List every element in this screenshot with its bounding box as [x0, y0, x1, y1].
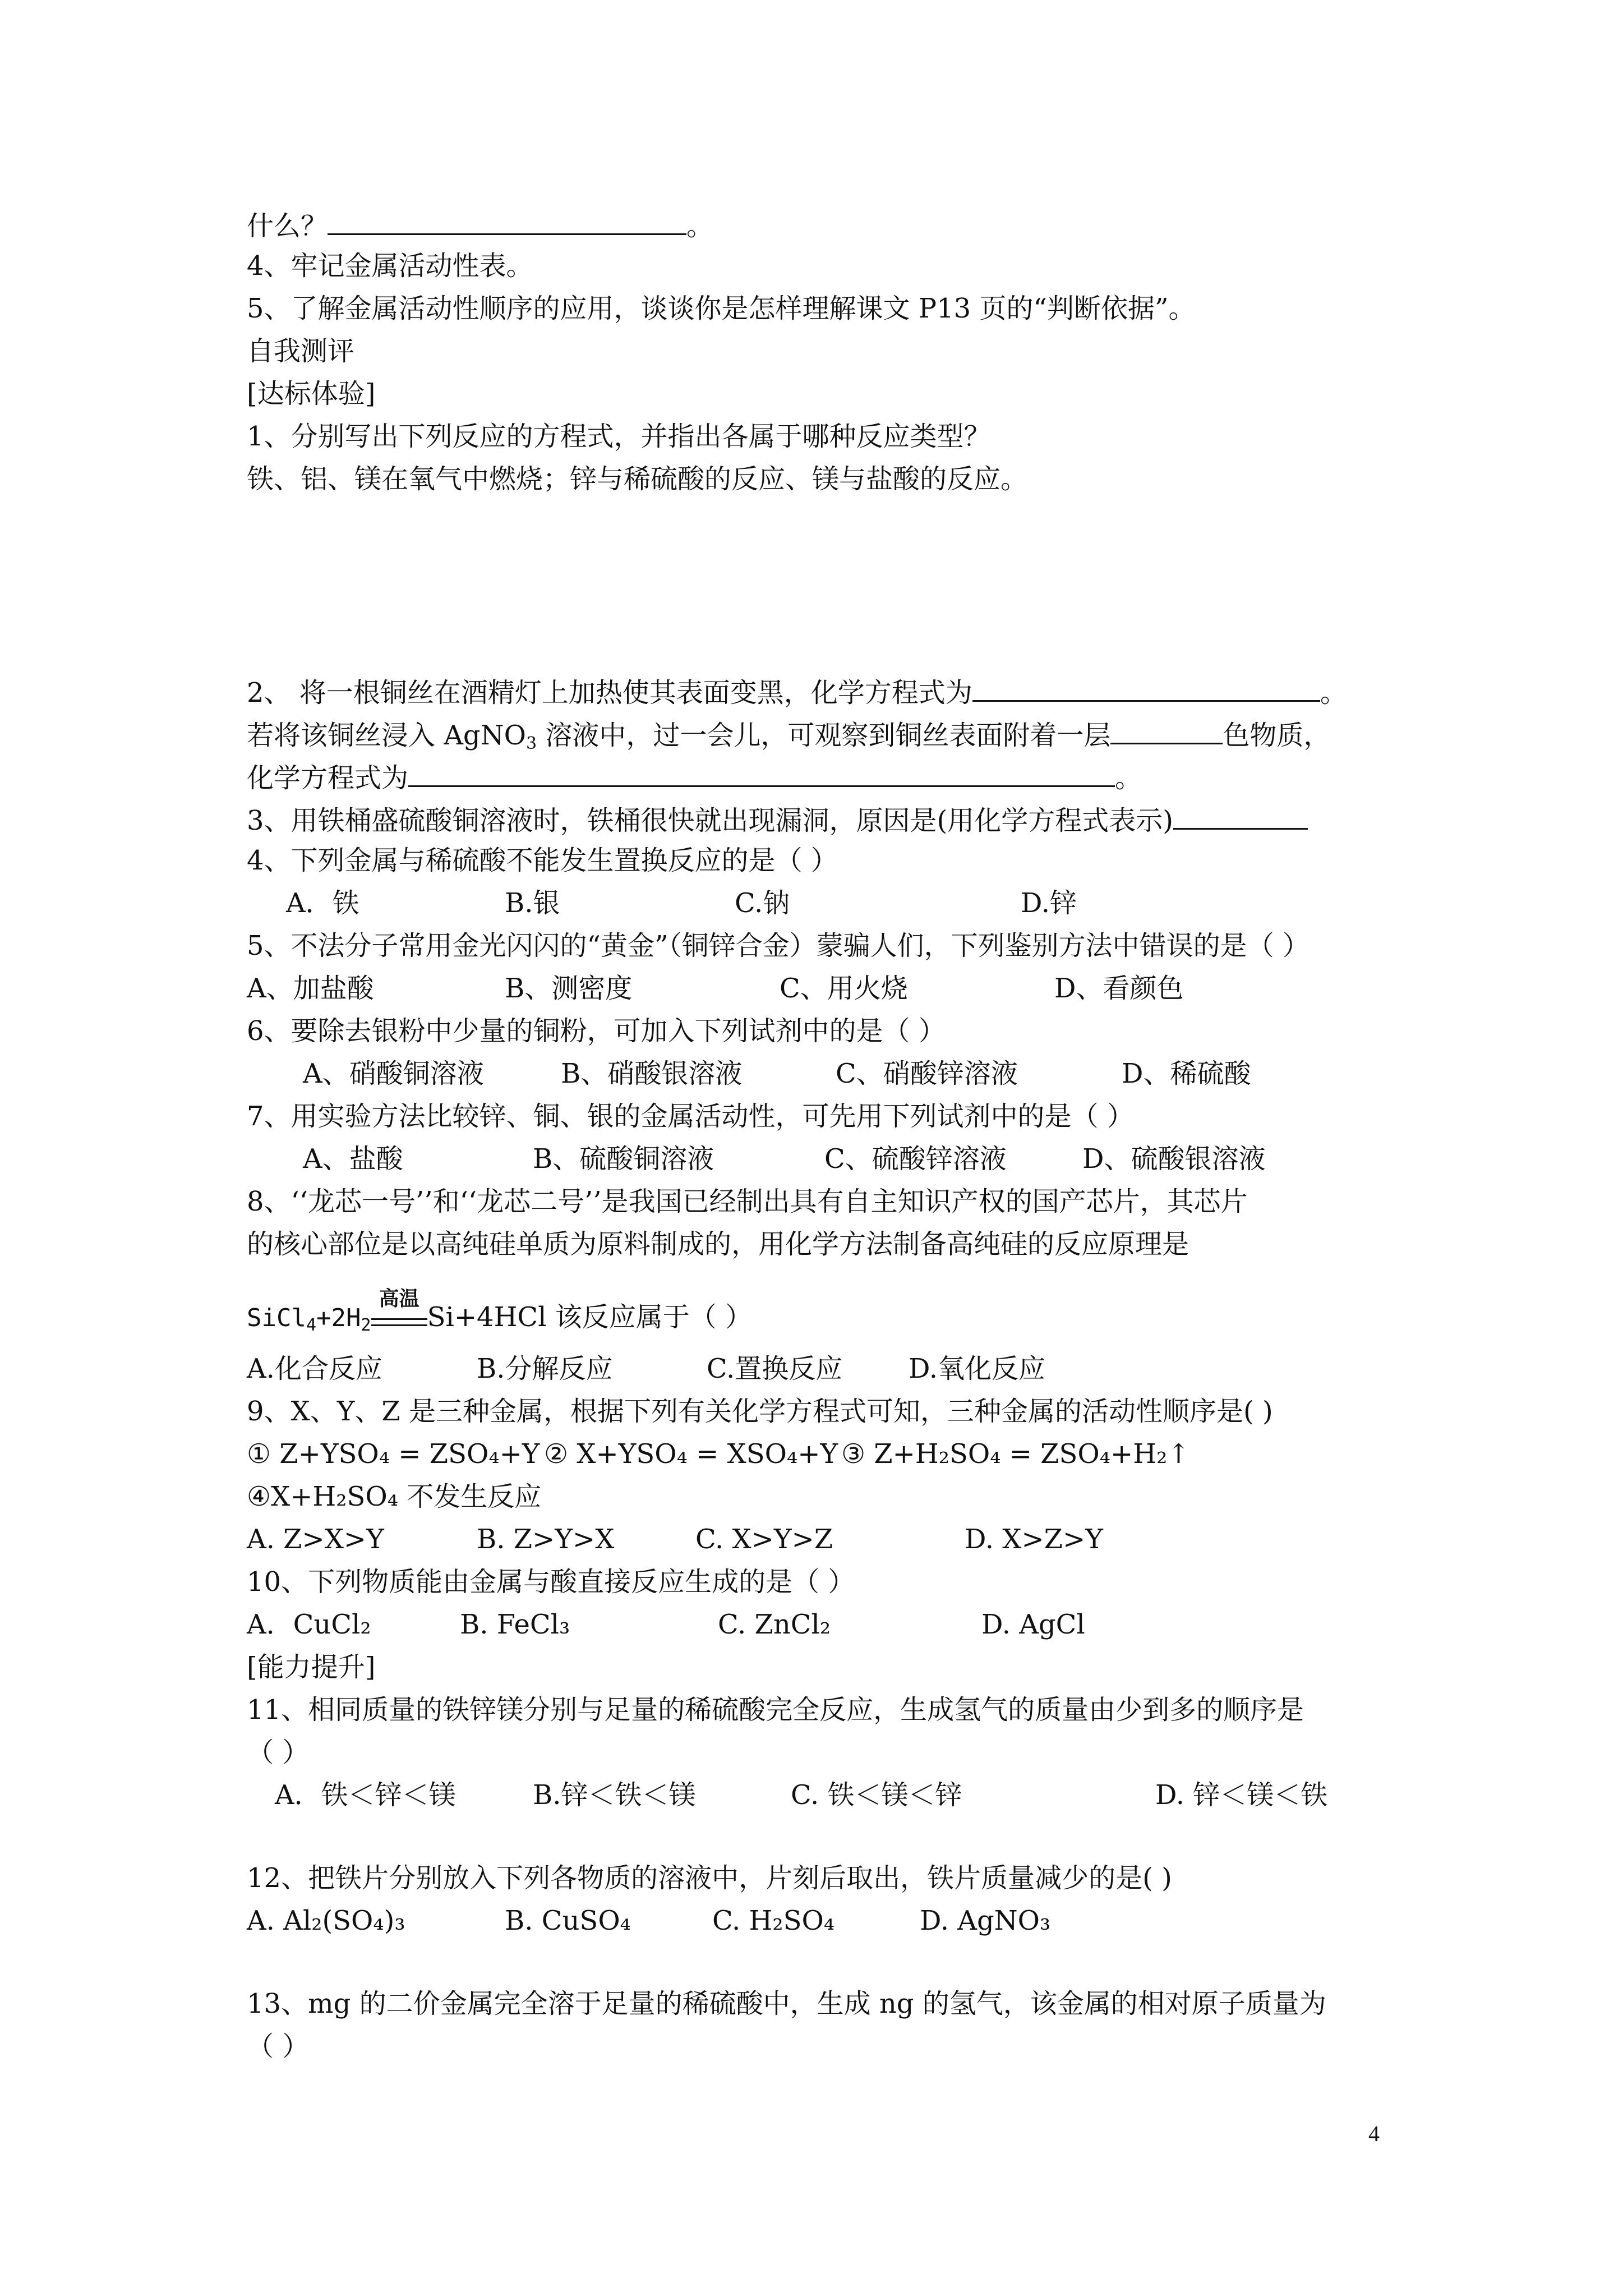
option-d[interactable]: D.锌 [1021, 887, 1077, 919]
option-d[interactable]: D. AgNO₃ [920, 1905, 1051, 1936]
intro-line-2: 4、牢记金属活动性表。 [247, 250, 533, 282]
option-b[interactable]: B. CuSO₄ [505, 1905, 631, 1936]
question-4: 4、下列金属与稀硫酸不能发生置换反应的是（ ） [247, 845, 838, 876]
option-c[interactable]: C. 铁＜镁＜锌 [791, 1779, 962, 1811]
option-d[interactable]: D、稀硫酸 [1122, 1058, 1251, 1089]
question-11-line-2: （ ） [247, 1737, 310, 1768]
question-11-line-1: 11、相同质量的铁锌镁分别与足量的稀硫酸完全反应，生成氢气的质量由少到多的顺序是 [247, 1694, 1304, 1726]
option-a[interactable]: A.化合反应 [247, 1353, 382, 1384]
option-c[interactable]: C. ZnCl₂ [718, 1609, 831, 1640]
page-number: 4 [1368, 2121, 1380, 2146]
equation-2: ② X+YSO₄ = XSO₄+Y [544, 1438, 838, 1470]
equals-sign [371, 1318, 427, 1326]
question-8-line-2: 的核心部位是以高纯硅单质为原料制成的，用化学方法制备高纯硅的反应原理是 [247, 1228, 1189, 1260]
equation-part: +2H [316, 1304, 361, 1332]
option-a[interactable]: A、加盐酸 [247, 973, 374, 1004]
option-a[interactable]: A、硝酸铜溶液 [303, 1058, 484, 1089]
reaction-condition [371, 1287, 427, 1326]
equation-3: ③ Z+H₂SO₄ = ZSO₄+H₂↑ [841, 1438, 1190, 1470]
answer-blank[interactable] [408, 758, 1115, 787]
intro-line-1-suffix: 。 [686, 210, 714, 242]
option-d[interactable]: D、看颜色 [1054, 973, 1184, 1004]
reaction-equation [247, 1287, 753, 1335]
question-12: 12、把铁片分别放入下列各物质的溶液中，片刻后取出，铁片质量减少的是( ) [247, 1862, 1172, 1894]
question-2-text: 化学方程式为 [247, 762, 409, 794]
question-8-line-1: 8、‘‘龙芯一号’’和‘‘龙芯二号’’是我国已经制出具有自主知识产权的国产芯片，其芯片 [247, 1186, 1248, 1217]
option-c[interactable]: C.钠 [735, 887, 790, 919]
subscript: 3 [526, 734, 537, 753]
question-5: 5、不法分子常用金光闪闪的“黄金”（铜锌合金）蒙骗人们，下列鉴别方法中错误的是（ ） [247, 930, 1310, 961]
question-13-line-2: （ ） [247, 2031, 310, 2062]
question-2-text: 若将该铜丝浸入 AgNO [247, 720, 527, 751]
section-title-standard: [达标体验] [247, 378, 376, 409]
subscript: 2 [361, 1315, 371, 1335]
option-a[interactable]: A．铁 [286, 887, 359, 919]
equation-4: ④X+H₂SO₄ 不发生反应 [247, 1481, 542, 1512]
equation-part: SiCl [247, 1304, 306, 1332]
question-7: 7、用实验方法比较锌、铜、银的金属活动性，可先用下列试剂中的是（ ） [247, 1101, 1134, 1132]
option-b[interactable]: B. FeCl₃ [460, 1609, 570, 1640]
section-title-ability: [能力提升] [247, 1651, 376, 1683]
option-c[interactable]: C、硫酸锌溶液 [824, 1143, 1007, 1175]
question-13-line-1: 13、mg 的二价金属完全溶于足量的稀硫酸中，生成 ng 的氢气，该金属的相对原子质量为 [247, 1988, 1326, 2019]
option-c[interactable]: C、用火烧 [780, 973, 908, 1004]
answer-blank[interactable] [972, 673, 1320, 702]
question-6: 6、要除去银粉中少量的铜粉，可加入下列试剂中的是（ ） [247, 1015, 946, 1047]
option-b[interactable]: B.分解反应 [477, 1353, 613, 1384]
question-2-text: 色物质， [1223, 720, 1331, 751]
equation-1: ① Z+YSO₄ = ZSO₄+Y [247, 1438, 540, 1470]
subscript: 4 [306, 1315, 317, 1335]
question-10: 10、下列物质能由金属与酸直接反应生成的是（ ） [247, 1566, 855, 1598]
question-2-text: 2、 将一根铜丝在酒精灯上加热使其表面变黑，化学方程式为 [247, 677, 972, 708]
option-d[interactable]: D. 锌＜镁＜铁 [1155, 1779, 1328, 1811]
option-a[interactable]: A．CuCl₂ [247, 1609, 371, 1640]
option-b[interactable]: B. Z>Y>X [477, 1524, 615, 1555]
question-2-line-1 [247, 673, 1347, 710]
question-2-line-3 [247, 758, 1142, 795]
question-1: 1、分别写出下列反应的方程式，并指出各属于哪种反应类型？ [247, 421, 991, 452]
intro-line-1-prefix: 什么？ [247, 210, 328, 242]
condition-label: 高温 [379, 1287, 419, 1310]
intro-line-3: 5、了解金属活动性顺序的应用，谈谈你是怎样理解课文 P13 页的“判断依据”。 [247, 293, 1196, 324]
option-c[interactable]: C. X>Y>Z [695, 1524, 833, 1555]
answer-blank[interactable] [1173, 801, 1308, 830]
question-3 [247, 801, 1308, 838]
option-a[interactable]: A. Al₂(SO₄)₃ [247, 1905, 405, 1936]
question-1-detail: 铁、铝、镁在氧气中燃烧；锌与稀硫酸的反应、镁与盐酸的反应。 [247, 463, 1028, 495]
option-c[interactable]: C、硝酸锌溶液 [836, 1058, 1018, 1089]
option-d[interactable]: D. X>Z>Y [965, 1524, 1103, 1555]
option-a[interactable]: A．铁＜锌＜镁 [275, 1779, 456, 1811]
section-title-self-test: 自我测评 [247, 335, 355, 367]
question-2-text: 溶液中，过一会儿，可观察到铜丝表面附着一层 [537, 720, 1111, 751]
question-2-line-2 [247, 716, 1330, 752]
option-d[interactable]: D、硫酸银溶液 [1082, 1143, 1266, 1175]
option-a[interactable]: A、盐酸 [303, 1143, 403, 1175]
question-9: 9、X、Y、Z 是三种金属，根据下列有关化学方程式可知，三种金属的活动性顺序是( ) [247, 1396, 1273, 1427]
option-d[interactable]: D. AgCl [981, 1609, 1085, 1640]
answer-blank[interactable] [1110, 716, 1223, 744]
question-2-period: 。 [1115, 762, 1142, 794]
option-b[interactable]: B、硫酸铜溶液 [533, 1143, 714, 1175]
option-a[interactable]: A. Z>X>Y [247, 1524, 384, 1555]
option-b[interactable]: B、硝酸银溶液 [561, 1058, 743, 1089]
option-b[interactable]: B、测密度 [505, 973, 633, 1004]
equation-part: Si+4HCl 该反应属于（ ） [427, 1301, 753, 1333]
answer-blank[interactable] [328, 206, 686, 235]
option-c[interactable]: C.置换反应 [707, 1353, 843, 1384]
option-b[interactable]: B.银 [505, 887, 560, 919]
option-c[interactable]: C. H₂SO₄ [712, 1905, 835, 1936]
option-d[interactable]: D.氧化反应 [909, 1353, 1046, 1384]
option-b[interactable]: B.锌＜铁＜镁 [533, 1779, 696, 1811]
question-3-text: 3、用铁桶盛硫酸铜溶液时，铁桶很快就出现漏洞，原因是(用化学方程式表示) [247, 805, 1173, 836]
intro-line-1 [247, 206, 713, 243]
question-2-period: 。 [1320, 677, 1347, 708]
